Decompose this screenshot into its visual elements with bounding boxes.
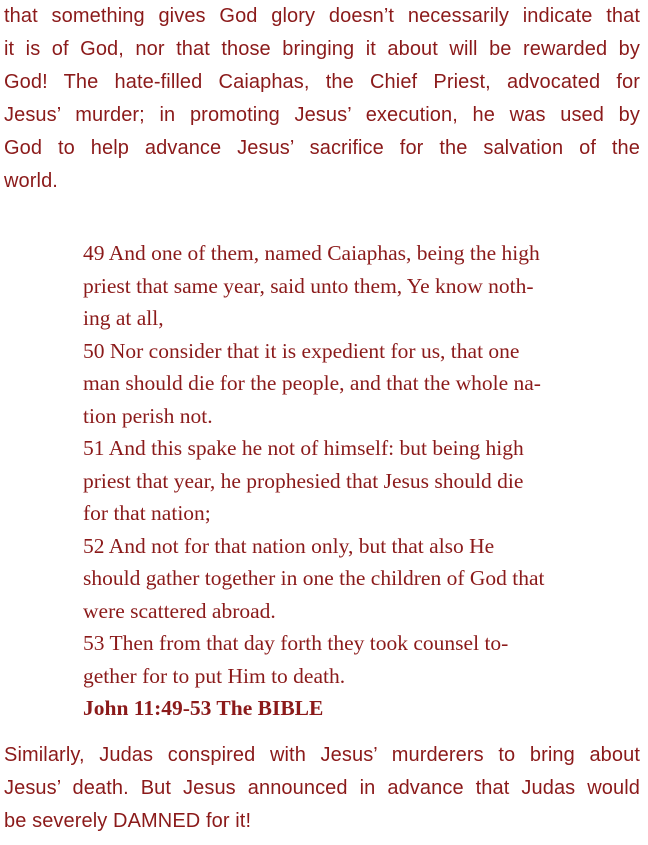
paragraph-judas-commentary <box>4 739 640 838</box>
text-line: God to help advance Jesus’ sacrifice for the salvation of the <box>4 137 640 159</box>
scripture-quote-block <box>83 237 638 725</box>
verse-line: gether for to put Him to death. <box>83 663 346 688</box>
verse-line: 49 And one of them, named Caiaphas, being the high <box>83 241 540 265</box>
verse-line: 53 Then from that day forth they took counsel to- <box>83 631 509 655</box>
verse-line: 52 And not for that nation only, but that also He <box>83 533 495 558</box>
text-line: be severely DAMNED for it! <box>4 810 252 832</box>
verse-line: for that nation; <box>83 501 211 525</box>
text-line: it is of God, nor that those bringing it about will be rewarded by <box>4 38 640 60</box>
text-line: God! The hate-filled Caiaphas, the Chief Priest, advocated for <box>4 71 640 93</box>
verse-line: tion perish not. <box>83 403 213 428</box>
verse-line: man should die for the people, and that the whole na- <box>83 371 541 395</box>
verse-line: ing at all, <box>83 306 164 330</box>
scripture-citation: John 11:49-53 The BIBLE <box>83 696 324 720</box>
text-line: Jesus’ murder; in promoting Jesus’ execution, he was used by <box>4 104 640 126</box>
text-line: Jesus’ death. But Jesus announced in advance that Judas would <box>4 777 640 799</box>
verse-line: should gather together in one the children of God that <box>83 566 545 590</box>
verse-line: 50 Nor consider that it is expedient for us, that one <box>83 338 520 363</box>
verse-line: were scattered abroad. <box>83 598 276 623</box>
paragraph-caiaphas-commentary <box>4 0 640 198</box>
verse-line: priest that same year, said unto them, Ye know noth- <box>83 273 534 298</box>
text-line: world. <box>4 170 58 192</box>
verse-line: 51 And this spake he not of himself: but being high <box>83 436 524 460</box>
text-line: Similarly, Judas conspired with Jesus’ murderers to bring about <box>4 744 640 766</box>
verse-line: priest that year, he prophesied that Jesus should die <box>83 468 524 493</box>
text-line: that something gives God glory doesn’t necessarily indicate that <box>4 5 640 27</box>
